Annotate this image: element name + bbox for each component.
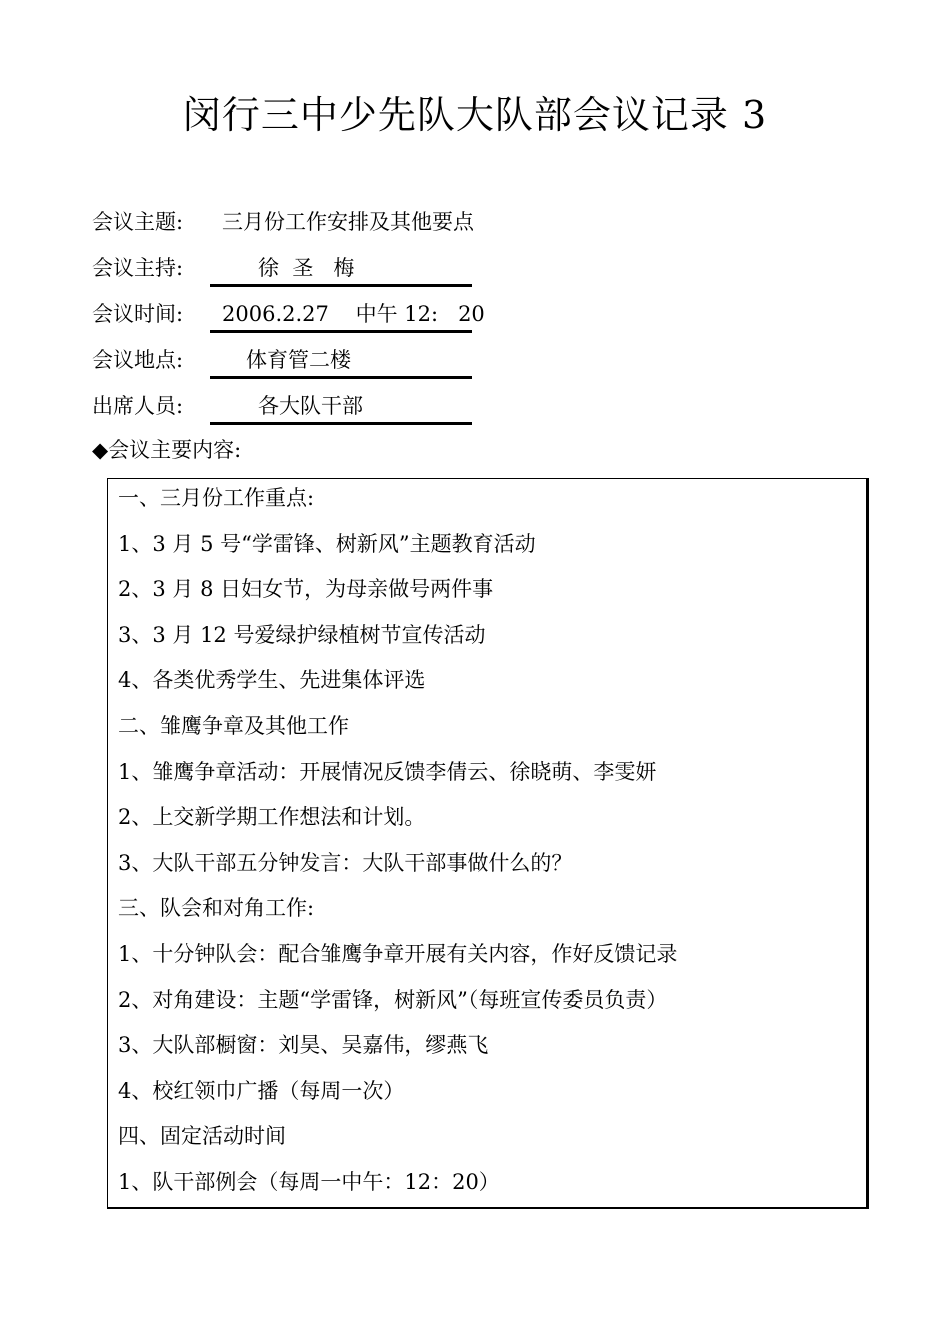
meeting-attendees-value: 各大队干部 bbox=[258, 394, 363, 418]
meeting-attendees-value-field bbox=[210, 388, 472, 425]
contents-line: 2、对角建设：主题“学雷锋，树新风”（每班宣传委员负责） bbox=[118, 988, 668, 1012]
contents-line: 4、各类优秀学生、先进集体评选 bbox=[118, 668, 426, 692]
meeting-topic-value-field bbox=[222, 204, 484, 238]
contents-line: 3、大队干部五分钟发言：大队干部事做什么的？ bbox=[118, 851, 573, 875]
contents-line: 3、大队部橱窗：刘昊、吴嘉伟，缪燕飞 bbox=[118, 1033, 489, 1057]
meeting-topic-value: 三月份工作安排及其他要点 bbox=[222, 210, 474, 234]
contents-line: 2、上交新学期工作想法和计划。 bbox=[118, 805, 426, 829]
document-title: 闵行三中少先队大队部会议记录 3 bbox=[182, 93, 768, 137]
meeting-attendees-label: 出席人员: bbox=[92, 394, 184, 418]
contents-line: 一、三月份工作重点: bbox=[118, 486, 315, 510]
meeting-place-label: 会议地点: bbox=[92, 348, 184, 372]
contents-line: 4、校红领巾广播（每周一次） bbox=[118, 1079, 405, 1103]
meeting-host-value-field bbox=[210, 250, 472, 287]
meeting-place-value: 体育管二楼 bbox=[246, 348, 351, 372]
contents-heading: ◆会议主要内容: bbox=[92, 438, 242, 462]
contents-box bbox=[107, 478, 869, 1209]
contents-line: 3、3 月 12 号爱绿护绿植树节宣传活动 bbox=[118, 623, 486, 647]
meeting-host-label: 会议主持: bbox=[92, 256, 184, 280]
contents-line: 四、固定活动时间 bbox=[118, 1124, 286, 1148]
meeting-place-value-field bbox=[210, 342, 472, 379]
meeting-time-value-field bbox=[210, 296, 485, 333]
contents-line: 1、十分钟队会：配合雏鹰争章开展有关内容，作好反馈记录 bbox=[118, 942, 678, 966]
contents-line: 二、雏鹰争章及其他工作 bbox=[118, 714, 349, 738]
contents-line: 1、雏鹰争章活动：开展情况反馈李倩云、徐晓萌、李雯妍 bbox=[118, 760, 657, 784]
meeting-time-label: 会议时间: bbox=[92, 302, 184, 326]
contents-line: 三、队会和对角工作: bbox=[118, 896, 315, 920]
contents-line: 1、3 月 5 号“学雷锋、树新风”主题教育活动 bbox=[118, 532, 536, 556]
meeting-topic-label: 会议主题: bbox=[92, 210, 184, 234]
contents-line: 2、3 月 8 日妇女节，为母亲做号两件事 bbox=[118, 577, 494, 601]
meeting-time-value: 2006.2.27 中午 12: 20 bbox=[222, 302, 485, 326]
contents-line: 1、队干部例会（每周一中午：12：20） bbox=[118, 1170, 500, 1194]
meeting-host-value: 徐 圣 梅 bbox=[258, 256, 355, 280]
